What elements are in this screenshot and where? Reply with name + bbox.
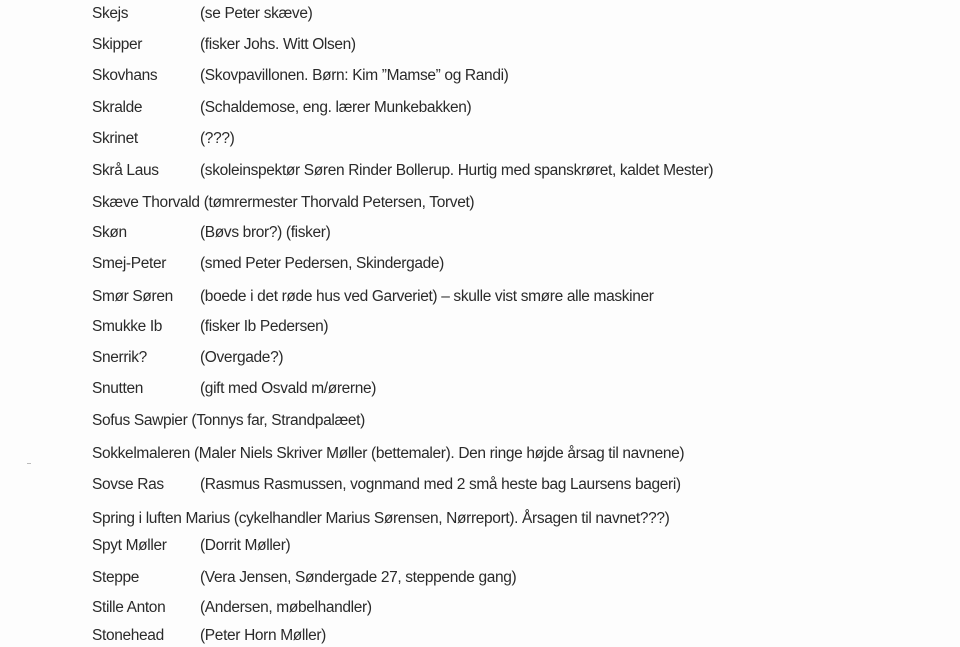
nickname: Smukke Ib [92, 318, 163, 335]
nickname: Spyt Møller [92, 537, 167, 554]
list-item [92, 253, 444, 275]
nickname-description: (fisker Ib Pedersen) [200, 318, 329, 335]
nickname: Skipper [92, 36, 143, 53]
list-item [92, 347, 283, 369]
nickname-description: (Rasmus Rasmussen, vognmand med 2 små heste bag Laursens bageri) [200, 476, 681, 493]
nickname-description: (se Peter skæve) [200, 5, 313, 22]
nickname-description: (tømrermester Thorvald Petersen, Torvet) [203, 194, 475, 211]
nickname: Snutten [92, 380, 143, 397]
nickname-description: (Overgade?) [200, 349, 284, 366]
list-item [92, 160, 713, 182]
nickname: Steppe [92, 569, 140, 586]
list-item [92, 535, 290, 557]
nickname-description: (Bøvs bror?) (fisker) [200, 224, 331, 241]
nickname-description: (???) [200, 130, 235, 147]
list-item [92, 474, 681, 496]
nickname: Skrå Laus [92, 162, 159, 179]
nickname: Snerrik? [92, 349, 147, 366]
list-item [92, 286, 654, 308]
nickname: Skrinet [92, 130, 138, 147]
nickname-description: (skoleinspektør Søren Rinder Bollerup. Hurtig med spanskrøret, kaldet Mester) [200, 162, 714, 179]
list-item [92, 97, 471, 119]
nickname-description: (Peter Horn Møller) [200, 627, 326, 644]
list-item [92, 34, 356, 56]
list-item [92, 567, 516, 589]
nickname: Stille Anton [92, 599, 166, 616]
nickname: Smør Søren [92, 288, 173, 305]
nickname-description: (Skovpavillonen. Børn: Kim ”Mamse” og Randi) [200, 67, 509, 84]
nickname-description: (Maler Niels Skriver Møller (bettemaler). Den ringe højde årsag til navnene) [193, 445, 685, 462]
nickname: Skøn [92, 224, 127, 241]
list-item [92, 3, 312, 25]
nickname: Skovhans [92, 67, 158, 84]
nickname-description: (Andersen, møbelhandler) [200, 599, 372, 616]
list-item [92, 625, 326, 647]
nickname-description: (Dorrit Møller) [200, 537, 291, 554]
nickname: Skæve Thorvald [92, 194, 200, 211]
nickname: Skralde [92, 99, 143, 116]
nickname-description: (cykelhandler Marius Sørensen, Nørreport). Årsagen til navnet???) [233, 510, 670, 527]
list-item [92, 378, 376, 400]
nickname-description: (fisker Johs. Witt Olsen) [200, 36, 356, 53]
nickname: Sovse Ras [92, 476, 164, 493]
nickname: Smej-Peter [92, 255, 167, 272]
nickname-description: (Schaldemose, eng. lærer Munkebakken) [200, 99, 472, 116]
list-item [92, 192, 474, 214]
nickname-description: (smed Peter Pedersen, Skindergade) [200, 255, 444, 272]
nickname-description: (Vera Jensen, Søndergade 27, steppende gang) [200, 569, 517, 586]
nickname: Sofus Sawpier [92, 412, 188, 429]
nickname: Spring i luften Marius [92, 510, 230, 527]
scan-speck [27, 463, 31, 464]
list-item [92, 65, 509, 87]
nickname: Stonehead [92, 627, 164, 644]
nickname: Skejs [92, 5, 129, 22]
list-item [92, 128, 234, 150]
list-item [92, 597, 372, 619]
nickname-description: (gift med Osvald m/ørerne) [200, 380, 377, 397]
list-item [92, 316, 328, 338]
list-item [92, 222, 330, 244]
list-item [92, 410, 365, 432]
nickname-description: (Tonnys far, Strandpalæet) [191, 412, 365, 429]
nickname: Sokkelmaleren [92, 445, 190, 462]
list-item [92, 443, 684, 465]
list-item [92, 508, 669, 530]
nickname-description: (boede i det røde hus ved Garveriet) – skulle vist smøre alle maskiner [200, 288, 654, 305]
